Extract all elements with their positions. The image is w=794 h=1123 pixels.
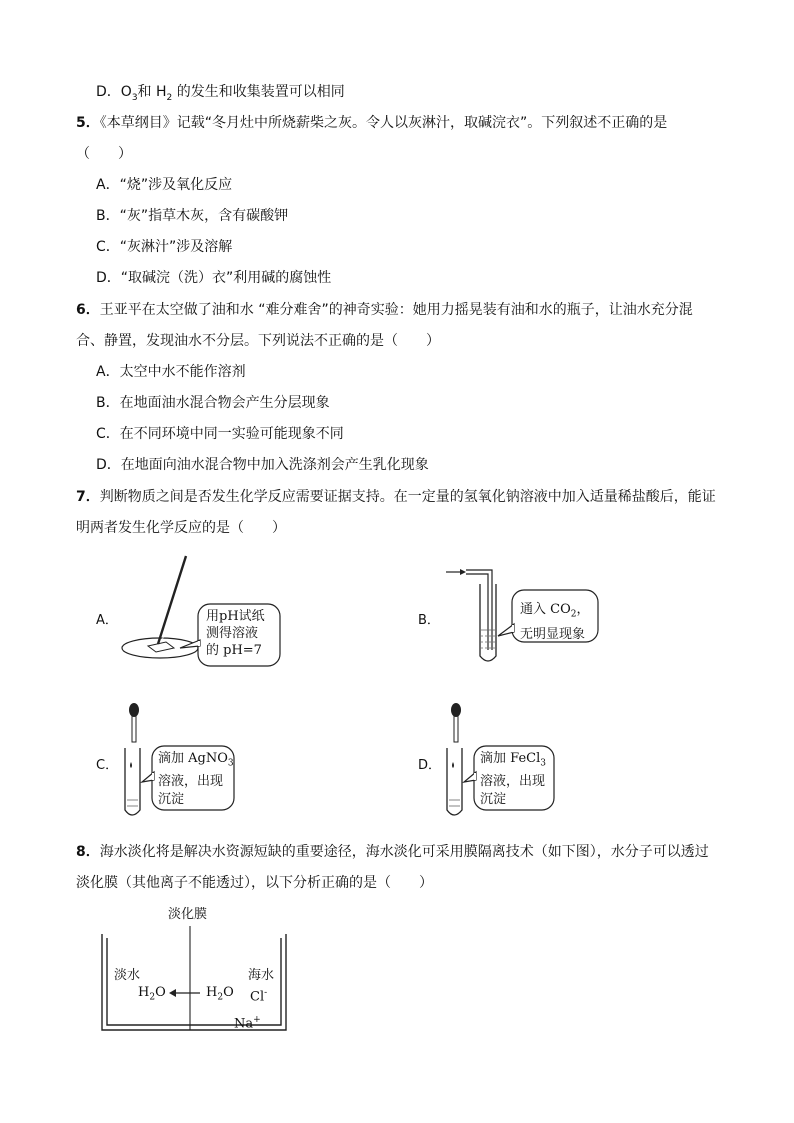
callout-d-line-text: 滴加 FeCl xyxy=(480,751,541,766)
h2o-right-text: O xyxy=(223,985,234,1000)
callout-c-line-text: 滴加 AgNO xyxy=(158,751,228,766)
callout-d-text xyxy=(480,750,546,809)
q7-option-a-label: A． xyxy=(96,613,118,628)
callout-a-line: 测得溶液 xyxy=(206,626,259,641)
h2o-right-text: H xyxy=(206,985,218,1000)
q6-option-b: B．在地面油水混合物会产生分层现象 xyxy=(96,395,330,411)
callout-a-line: 的 pH=7 xyxy=(206,643,262,658)
callout-c-line: 沉淀 xyxy=(158,791,185,807)
q5-stem-text: 《本草纲目》记载“冬月灶中所烧薪柴之灰。令人以灰淋汁，取碱浣衣”。下列叙述不正确的是 xyxy=(99,115,668,131)
q5-option-d: D．“取碱浣（洗）衣”利用碱的腐蚀性 xyxy=(96,270,332,286)
test-tube-icon xyxy=(447,748,462,815)
q6-option-a: A．太空中水不能作溶剂 xyxy=(96,364,246,380)
q7-option-c-label: C． xyxy=(96,758,119,773)
test-tube-icon xyxy=(125,748,140,815)
callout-c-line: 溶液，出现 xyxy=(158,773,224,789)
callout-d-sub: 3 xyxy=(540,758,546,769)
chloride-ion-text: Cl xyxy=(250,989,265,1005)
q5-stem xyxy=(76,113,667,133)
callout-b-text xyxy=(520,600,590,644)
q4-option-d-sub: 3 xyxy=(131,92,138,103)
callout-b-line xyxy=(520,600,590,625)
dropper-bulb-icon xyxy=(129,703,139,717)
fresh-water-label: 淡水 xyxy=(114,968,141,983)
sodium-ion-text: Na xyxy=(234,1016,254,1032)
sodium-ion-charge: + xyxy=(253,1015,261,1025)
dropper-icon xyxy=(132,716,136,742)
callout-d-line: 溶液，出现 xyxy=(480,773,546,789)
h2o-right xyxy=(206,983,234,1008)
callout-a-text xyxy=(206,608,265,659)
droplet-icon xyxy=(452,762,454,768)
h2o-left-text: O xyxy=(155,985,166,1000)
q4-option-d-text: D．O xyxy=(96,84,132,100)
glass-rod-icon xyxy=(158,556,186,644)
callout-c-line xyxy=(158,750,234,773)
q4-option-d-text: 的发生和收集装置可以相同 xyxy=(172,84,345,100)
h2o-left xyxy=(138,983,166,1008)
callout-b-line-text: 通入 CO xyxy=(520,602,571,617)
callout-c-text xyxy=(158,750,234,809)
callout-b-line-text: ， xyxy=(576,602,590,617)
q7-stem-line1 xyxy=(76,487,716,507)
q4-option-d-text: 和 H xyxy=(137,84,167,100)
q7-option-d-label: D． xyxy=(418,758,442,773)
q4-option-d xyxy=(96,82,345,108)
q8-number: 8． xyxy=(76,844,100,860)
q7-option-b-label: B． xyxy=(418,613,440,628)
callout-d-line: 沉淀 xyxy=(480,791,507,807)
sea-water-label: 海水 xyxy=(248,968,275,983)
callout-b-sub: 2 xyxy=(570,609,577,620)
q4-option-d-sub: 2 xyxy=(166,92,173,103)
q5-option-a: A．“烧”涉及氧化反应 xyxy=(96,177,233,193)
droplet-icon xyxy=(130,762,132,768)
callout-a-line: 用pH试纸 xyxy=(206,609,265,624)
dropper-icon xyxy=(454,716,458,742)
q6-stem-line2: 合、静置，发现油水不分层。下列说法不正确的是（ ） xyxy=(76,333,440,349)
q5-paren: （ ） xyxy=(76,146,132,162)
q5-number: 5． xyxy=(76,115,100,131)
q6-option-d: D．在地面向油水混合物中加入洗涤剂会产生乳化现象 xyxy=(96,457,429,473)
q7-number: 7． xyxy=(76,489,100,505)
q8-stem-line1 xyxy=(76,842,709,862)
callout-b-line: 无明显现象 xyxy=(520,626,586,642)
dropper-bulb-icon xyxy=(451,703,461,717)
ph-paper-icon xyxy=(148,642,174,652)
sodium-ion xyxy=(234,1010,261,1034)
chloride-ion-charge: - xyxy=(264,988,268,998)
q6-stem-text: 王亚平在太空做了油和水 “难分难舍”的神奇实验：她用力摇晃装有油和水的瓶子，让油水充分混 xyxy=(99,302,693,318)
callout-d-line xyxy=(480,750,546,773)
q7-stem-text: 判断物质之间是否发生化学反应需要证据支持。在一定量的氢氧化钠溶液中加入适量稀盐酸后，能证 xyxy=(99,489,716,505)
q8-stem-text: 海水淡化将是解决水资源短缺的重要途径，海水淡化可采用膜隔离技术（如下图），水分子可以透过 xyxy=(99,844,709,860)
q6-stem-line1 xyxy=(76,300,693,320)
q6-number: 6． xyxy=(76,302,100,318)
membrane-label: 淡化膜 xyxy=(168,907,208,922)
q5-option-c: C．“灰淋汁”涉及溶解 xyxy=(96,239,233,255)
q5-option-b: B．“灰”指草木灰，含有碳酸钾 xyxy=(96,208,289,224)
q6-option-c: C．在不同环境中同一实验可能现象不同 xyxy=(96,426,344,442)
callout-c-sub: 3 xyxy=(227,758,234,769)
chloride-ion xyxy=(250,983,267,1007)
q8-stem-line2: 淡化膜（其他离子不能透过），以下分析正确的是（ ） xyxy=(76,875,433,891)
h2o-left-text: H xyxy=(138,985,150,1000)
q7-stem-line2: 明两者发生化学反应的是（ ） xyxy=(76,520,286,536)
h2o-left-sub: 2 xyxy=(149,992,156,1003)
h2o-right-sub: 2 xyxy=(217,992,224,1003)
